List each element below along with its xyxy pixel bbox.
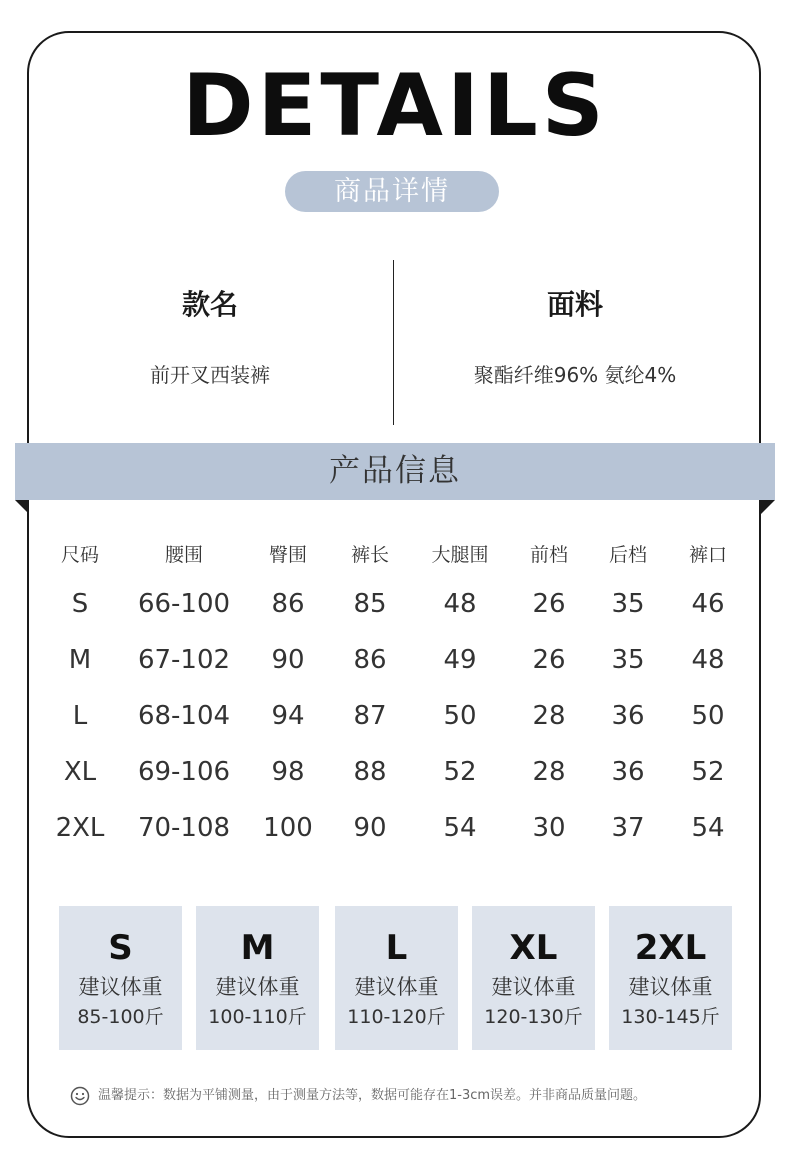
weight-size: S [108, 928, 133, 968]
table-cell: 49 [443, 645, 477, 675]
table-cell: 30 [532, 813, 566, 843]
table-cell: 36 [611, 701, 645, 731]
table-cell: 35 [611, 589, 645, 619]
table-cell: M [68, 645, 92, 675]
fabric-value: 聚酯纤维96% 氨纶4% [473, 363, 677, 387]
weight-range: 130-145斤 [621, 1006, 720, 1028]
measurement-note [70, 1083, 740, 1109]
smile-icon [70, 1086, 90, 1106]
table-cell: 26 [532, 645, 566, 675]
table-cell: 100 [263, 813, 313, 843]
table-cell: 48 [443, 589, 477, 619]
table-cell: 87 [353, 701, 387, 731]
weight-recommendations [59, 906, 733, 1050]
table-cell: 85 [353, 589, 387, 619]
column-header: 后档 [608, 543, 647, 566]
column-header: 尺码 [60, 543, 99, 566]
weight-range: 110-120斤 [347, 1006, 446, 1028]
table-cell: 35 [611, 645, 645, 675]
table-row [40, 744, 750, 800]
table-cell: 46 [691, 589, 725, 619]
style-label: 款名 [181, 288, 238, 321]
weight-range: 120-130斤 [484, 1006, 583, 1028]
table-cell: XL [63, 757, 97, 787]
table-cell: 98 [271, 757, 305, 787]
table-cell: S [71, 589, 89, 619]
weight-label: 建议体重 [215, 975, 300, 999]
column-header: 前档 [529, 543, 568, 566]
table-cell: 68-104 [137, 701, 231, 731]
vertical-divider [393, 260, 394, 425]
table-cell: 86 [271, 589, 305, 619]
weight-box-2xl [609, 906, 732, 1050]
weight-box-m [196, 906, 319, 1050]
size-table [40, 530, 750, 856]
weight-size: L [385, 928, 408, 968]
column-header: 裤口 [688, 543, 727, 566]
table-cell: 28 [532, 701, 566, 731]
weight-size: 2XL [634, 928, 707, 968]
table-cell: 52 [691, 757, 725, 787]
weight-box-xl [472, 906, 595, 1050]
table-cell: 86 [353, 645, 387, 675]
table-row [40, 576, 750, 632]
weight-label: 建议体重 [628, 975, 713, 999]
table-cell: 94 [271, 701, 305, 731]
fabric-label: 面料 [546, 288, 603, 321]
table-cell: 2XL [55, 813, 105, 843]
table-row [40, 632, 750, 688]
table-cell: 70-108 [137, 813, 231, 843]
table-cell: 90 [271, 645, 305, 675]
weight-size: M [240, 928, 275, 968]
table-cell: 90 [353, 813, 387, 843]
weight-range: 100-110斤 [208, 1006, 307, 1028]
style-value: 前开叉西装裤 [150, 363, 270, 387]
table-cell: 54 [443, 813, 477, 843]
table-cell: 54 [691, 813, 725, 843]
table-cell: 66-100 [137, 589, 231, 619]
table-cell: L [72, 701, 88, 731]
table-row [40, 800, 750, 856]
table-cell: 69-106 [137, 757, 231, 787]
column-header: 臀围 [268, 543, 307, 566]
band-fold-right [761, 500, 775, 514]
note-text: 温馨提示：数据为平铺测量，由于测量方法等，数据可能存在1-3cm误差。并非商品质量问题。 [98, 1088, 647, 1103]
table-cell: 50 [443, 701, 477, 731]
table-cell: 26 [532, 589, 566, 619]
table-cell: 88 [353, 757, 387, 787]
fabric-section [425, 280, 725, 390]
band-fold-left [15, 500, 29, 514]
weight-label: 建议体重 [491, 975, 576, 999]
table-cell: 50 [691, 701, 725, 731]
weight-box-l [335, 906, 458, 1050]
table-cell: 36 [611, 757, 645, 787]
table-cell: 67-102 [137, 645, 231, 675]
weight-label: 建议体重 [354, 975, 439, 999]
table-cell: 37 [611, 813, 645, 843]
product-info-band: 产品信息 [15, 443, 775, 500]
weight-range: 85-100斤 [77, 1006, 164, 1028]
table-header-row [40, 530, 750, 576]
subtitle-pill: 商品详情 [285, 171, 499, 212]
weight-size: XL [509, 928, 558, 968]
weight-box-s [59, 906, 182, 1050]
column-header: 腰围 [164, 543, 203, 566]
table-cell: 28 [532, 757, 566, 787]
weight-label: 建议体重 [78, 975, 163, 999]
column-header: 裤长 [350, 543, 389, 566]
column-header: 大腿围 [431, 543, 489, 566]
style-section [60, 280, 360, 390]
table-cell: 48 [691, 645, 725, 675]
table-cell: 52 [443, 757, 477, 787]
page-title: DETAILS [182, 56, 608, 156]
table-row [40, 688, 750, 744]
